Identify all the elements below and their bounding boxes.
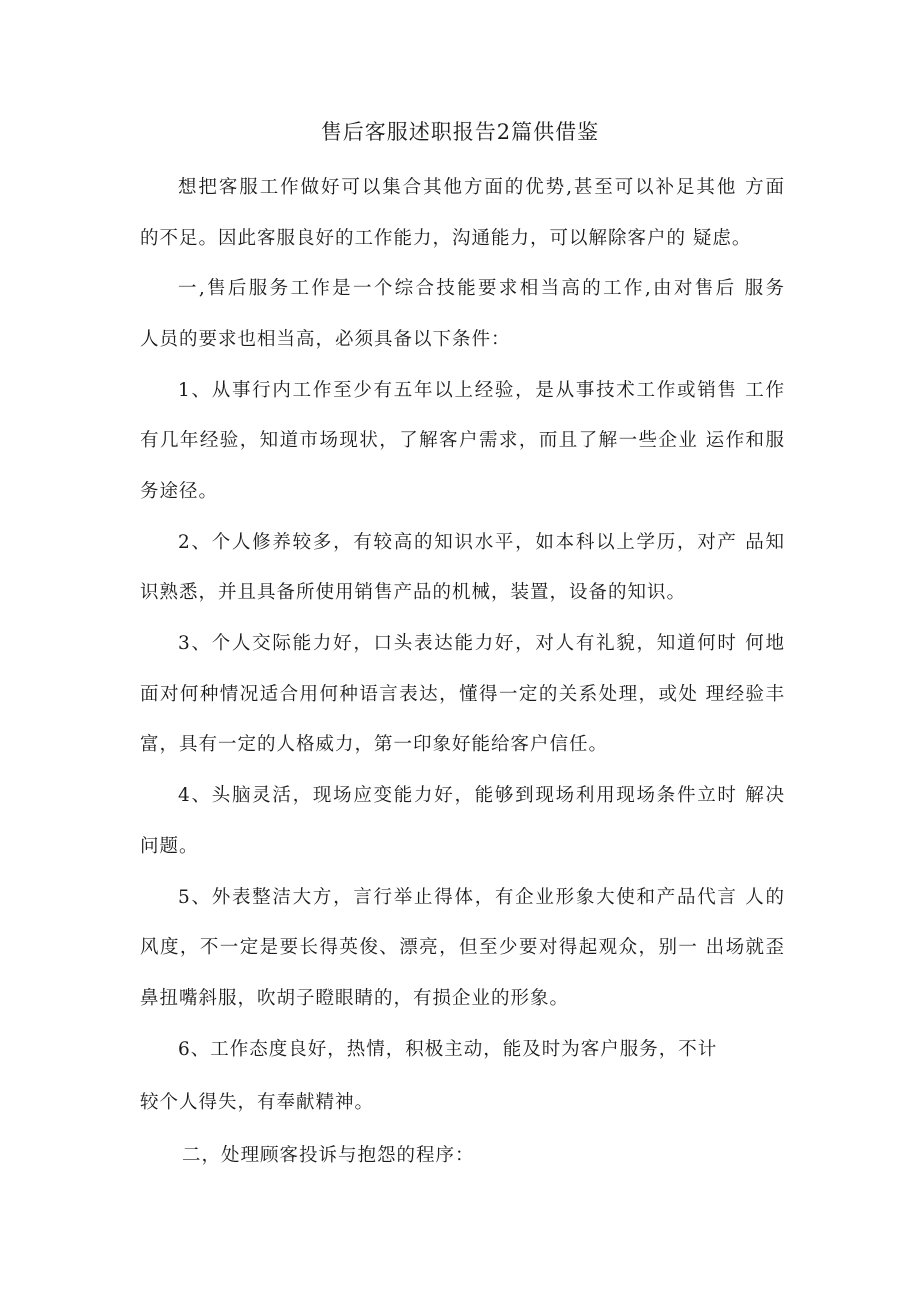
paragraph-line: 问题。 bbox=[140, 836, 199, 857]
paragraph-line: 有几年经验，知道市场现状，了解客户需求，而且了解一些企业 运作和服 bbox=[140, 430, 785, 451]
paragraph-line: 4、头脑灵活，现场应变能力好，能够到现场利用现场条件立时 解决 bbox=[178, 785, 785, 806]
paragraph-line: 5、外表整洁大方，言行举止得体，有企业形象大使和产品代言 人的 bbox=[178, 887, 785, 908]
paragraph-line: 想把客服工作做好可以集合其他方面的优势,甚至可以补足其他 方面 bbox=[178, 177, 785, 198]
paragraph-line: 较个人得失，有奉献精神。 bbox=[140, 1092, 375, 1113]
paragraph-line: 识熟悉，并且具备所使用销售产品的机械，装置，设备的知识。 bbox=[140, 582, 687, 603]
section-heading: 二，处理顾客投诉与抱怨的程序： bbox=[182, 1145, 475, 1166]
paragraph-line: 6、工作态度良好，热情，积极主动，能及时为客户服务，不计 bbox=[178, 1039, 718, 1060]
paragraph-line: 3、个人交际能力好，口头表达能力好，对人有礼貌，知道何时 何地 bbox=[178, 633, 785, 654]
paragraph-line: 面对何种情况适合用何种语言表达，懂得一定的关系处理，或处 理经验丰 bbox=[140, 684, 785, 705]
document-title: 售后客服述职报告2篇供借鉴 bbox=[320, 120, 600, 144]
paragraph-line: 2、个人修养较多，有较高的知识水平，如本科以上学历，对产 品知 bbox=[178, 532, 785, 553]
paragraph-line: 务途径。 bbox=[140, 481, 219, 502]
paragraph-line: 的不足。因此客服良好的工作能力，沟通能力，可以解除客户的 疑虑。 bbox=[140, 228, 752, 249]
paragraph-line: 富，具有一定的人格威力，第一印象好能给客户信任。 bbox=[140, 734, 609, 755]
paragraph-line: 1、从事行内工作至少有五年以上经验，是从事技术工作或销售 工作 bbox=[178, 380, 785, 401]
paragraph-line: 人员的要求也相当高，必须具备以下条件： bbox=[140, 329, 511, 350]
paragraph-line: 鼻扭嘴斜服，吹胡子瞪眼睛的，有损企业的形象。 bbox=[140, 988, 570, 1009]
paragraph-line: 风度，不一定是要长得英俊、漂亮，但至少要对得起观众，别一 出场就歪 bbox=[140, 937, 785, 958]
paragraph-line: 一,售后服务工作是一个综合技能要求相当高的工作,由对售后 服务 bbox=[178, 278, 785, 299]
